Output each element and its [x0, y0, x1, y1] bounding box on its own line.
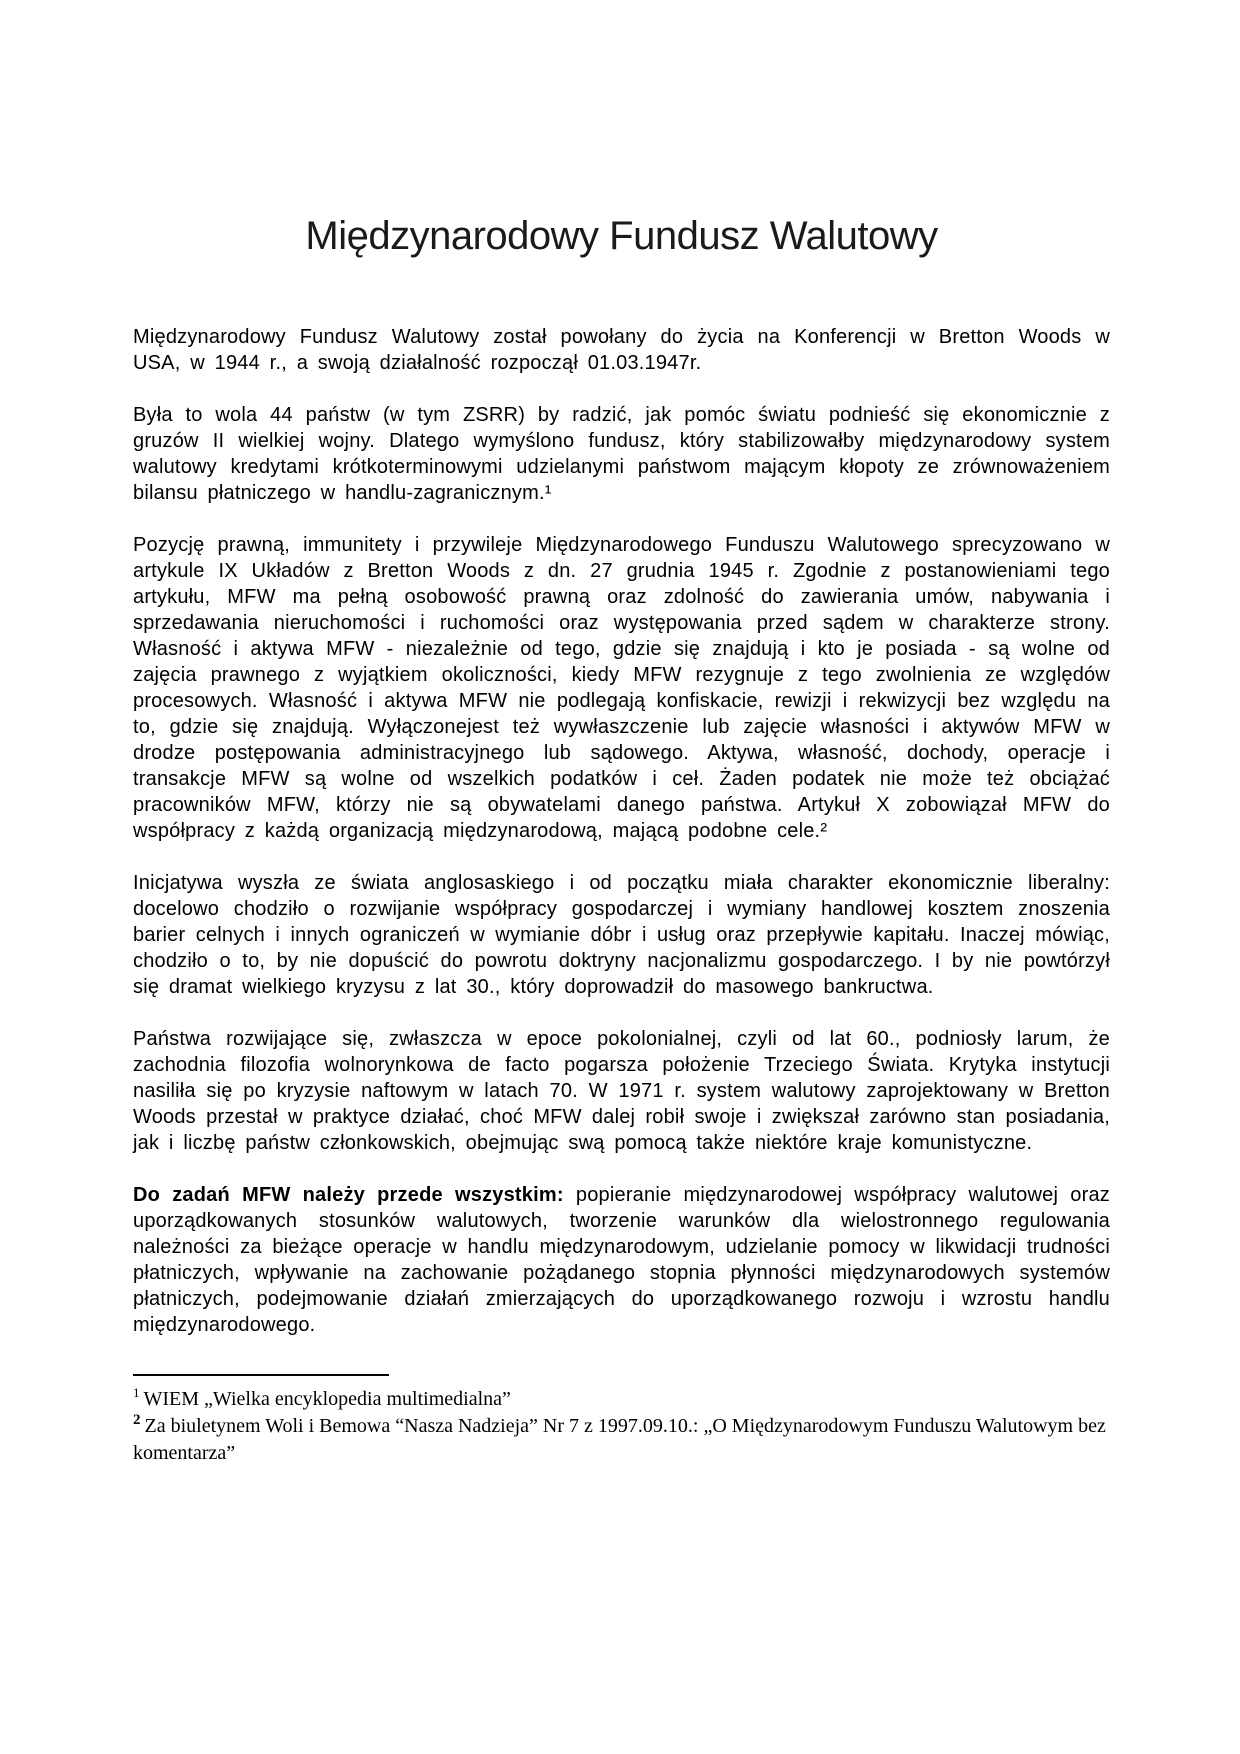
footnote-separator: [133, 1374, 389, 1376]
footnote-2: [133, 1413, 1110, 1467]
paragraph-founding: Międzynarodowy Fundusz Walutowy został powołany do życia na Konferencji w Bretton Woods w USA, w 1944 r., a swoją działalność rozpoczął 01.03.1947r.: [133, 326, 1110, 374]
paragraph-legal-status: Pozycję prawną, immunitety i przywileje Międzynarodowego Funduszu Walutowego sprecyzowano w artykule IX Układów z Bretton Woods z dn. 27 grudnia 1945 r. Zgodnie z postanowieniami tego artykułu, MFW ma pełną osobowość prawną oraz zdolność do zawierania umów, nabywania i sprzedawania nieruchomości i ruchomości oraz występowania przed sądem w charakterze strony. Własność i aktywa MFW - niezależnie od tego, gdzie się znajdują i kto je posiada - są wolne od zajęcia prawnego z wyjątkiem okoliczności, kiedy MFW rezygnuje z tego zwolnienia ze względów procesowych. Własność i aktywa MFW nie podlegają konfiskacie, rewizji i rekwizycji bez względu na to, gdzie się znajdują. Wyłączonejest też wywłaszczenie lub zajęcie własności i aktywów MFW w drodze postępowania administracyjnego lub sądowego. Aktywa, własność, dochody, operacje i transakcje MFW są wolne od wszelkich podatków i ceł. Żaden podatek nie może też obciążać pracowników MFW, którzy nie są obywatelami danego państwa. Artykuł X zobowiązał MFW do współpracy z każdą organizacją międzynarodową, mającą podobne cele.²: [133, 534, 1110, 842]
paragraph-tasks: [133, 1182, 1110, 1338]
footnote-1: [133, 1386, 1110, 1413]
footnote-2-marker: 2: [133, 1412, 141, 1429]
paragraph-origins: Była to wola 44 państw (w tym ZSRR) by radzić, jak pomóc światu podnieść się ekonomicznie z gruzów II wielkiej wojny. Dlatego wymyślono fundusz, który stabilizowałby międzynarodowy system walutowy kredytami krótkoterminowymi udzielanymi państwom mającym kłopoty ze zrównoważeniem bilansu płatniczego w handlu-zagranicznym.¹: [133, 404, 1110, 504]
tasks-bold-lead: Do zadań MFW należy przede wszystkim:: [133, 1184, 564, 1206]
document-title: Międzynarodowy Fundusz Walutowy: [305, 214, 938, 258]
footnote-2-text: Za biuletynem Woli i Bemowa “Nasza Nadzieja” Nr 7 z 1997.09.10.: „O Międzynarodowym Funduszu Walutowym bez komentarza”: [133, 1415, 1106, 1464]
paragraph-developing-countries: Państwa rozwijające się, zwłaszcza w epoce pokolonialnej, czyli od lat 60., podniosły larum, że zachodnia filozofia wolnorynkowa de facto pogarsza położenie Trzeciego Świata. Krytyka instytucji nasiliła się po kryzysie naftowym w latach 70. W 1971 r. system walutowy zaprojektowany w Bretton Woods przestał w praktyce działać, choć MFW dalej robił swoje i zwiększał zarówno stan posiadania, jak i liczbę państw członkowskich, obejmując swą pomocą także niektóre kraje komunistyczne.: [133, 1028, 1110, 1154]
footnote-section: [133, 1374, 1110, 1467]
footnote-1-text: WIEM „Wielka encyklopedia multimedialna”: [143, 1388, 511, 1410]
paragraph-initiative: Inicjatywa wyszła ze świata anglosaskiego i od początku miała charakter ekonomicznie liberalny: docelowo chodziło o rozwijanie współpracy gospodarczej i wymiany handlowej kosztem znoszenia barier celnych i innych ograniczeń w wymianie dóbr i usług oraz przepływie kapitału. Inaczej mówiąc, chodziło o to, by nie dopuścić do powrotu doktryny nacjonalizmu gospodarczego. I by nie powtórzył się dramat wielkiego kryzysu z lat 30., który doprowadził do masowego bankructwa.: [133, 872, 1110, 998]
tasks-rest: popieranie międzynarodowej współpracy walutowej oraz uporządkowanych stosunków walutowych, tworzenie warunków dla wielostronnego regulowania należności za bieżące operacje w handlu międzynarodowym, udzielanie pomocy w likwidacji trudności płatniczych, wpływanie na zachowanie pożądanego stopnia płynności międzynarodowych systemów płatniczych, podejmowanie działań zmierzających do uporządkowanego rozwoju i wzrostu handlu międzynarodowego.: [133, 1184, 1110, 1336]
footnote-1-marker: 1: [133, 1385, 140, 1401]
